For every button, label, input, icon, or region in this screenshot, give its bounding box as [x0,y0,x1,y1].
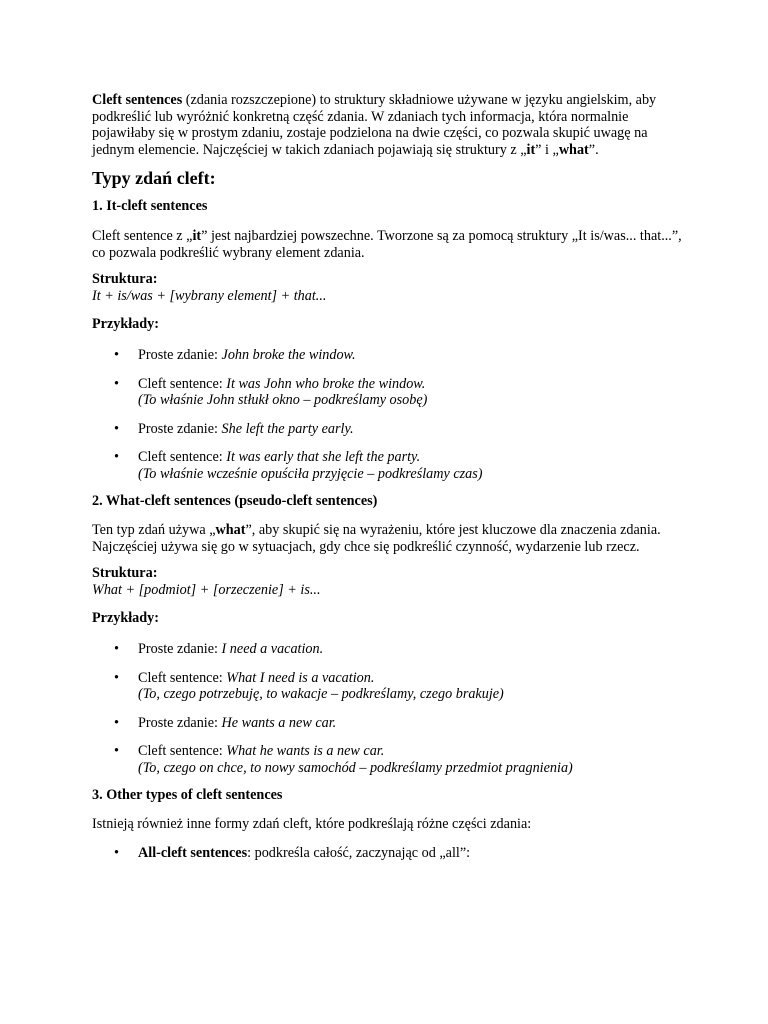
section1-examples-list [92,347,684,483]
section2-examples-label: Przykłady: [92,610,159,627]
example-text: I need a vacation. [221,641,324,658]
list-item [92,641,684,658]
example-note: (To, czego potrzebuję, to wakacje – podkreślamy, czego brakuje) [138,686,504,703]
bullet-icon: • [114,346,119,363]
example-note: (To właśnie John stłukł okno – podkreślamy osobę) [138,392,428,409]
example-text: It was John who broke the window. [226,375,426,392]
section1-structure-label: Struktura: [92,271,158,288]
section2-heading: 2. What-cleft sentences (pseudo-cleft sentences) [92,492,378,509]
example-lead: Proste zdanie: [138,714,222,731]
example-lead: Cleft sentence: [138,669,227,686]
list-item [92,743,684,776]
section3-list [92,845,684,862]
example-lead: Proste zdanie: [138,346,222,363]
list-item [92,670,684,703]
intro-text-1: (zdania rozszczepione) to struktury składniowe używane w języku angielskim, aby podkreślić lub wyróżnić konkretną część zdania. W zdaniach tych informacja, która normalnie pojawiłaby się w prostym zdaniu, zostaje podzielona na dwie części, co pozwala skupić uwagę na jednym elemencie. Najczęściej w takich zdaniach pojawiają się struktury z „ [92,92,657,158]
section1-examples-label: Przykłady: [92,316,159,333]
section1-structure-formula: It + is/was + [wybrany element] + that... [92,287,327,304]
list-item [92,845,684,862]
intro-text-3: ”. [588,141,599,158]
example-note: (To, czego on chce, to nowy samochód – podkreślamy przedmiot pragnienia) [138,760,573,777]
cleft-type-text: : podkreśla całość, zaczynając od „all”: [247,844,471,861]
example-lead: Proste zdanie: [138,641,222,658]
section2-structure-formula: What + [podmiot] + [orzeczenie] + is... [92,581,321,598]
section3-paragraph: Istnieją również inne formy zdań cleft, które podkreślają różne części zdania: [92,816,532,833]
list-item [92,347,684,364]
list-item [92,421,684,438]
example-lead: Cleft sentence: [138,449,227,466]
list-item [92,376,684,409]
intro-paragraph [92,92,684,158]
types-heading: Typy zdań cleft: [92,168,216,189]
section2-text-1: Ten typ zdań używa „ [92,522,216,539]
section2-text-2: ”, aby skupić się na wyrażeniu, które jest kluczowe dla znaczenia zdania. Najczęściej używa się go w sytuacjach, gdy chce się podkreślić czynność, wydarzenie lub rzecz. [92,522,661,555]
list-item [92,449,684,482]
section2-structure-label: Struktura: [92,565,158,582]
bullet-icon: • [114,669,119,686]
intro-keyword-what: what [558,141,589,158]
section2-paragraph [92,522,684,555]
section1-heading: 1. It-cleft sentences [92,198,208,215]
example-lead: Cleft sentence: [138,743,227,760]
example-text: What he wants is a new car. [226,743,385,760]
intro-term: Cleft sentences [92,92,183,108]
bullet-icon: • [114,743,119,760]
section2-examples-list [92,641,684,777]
section1-text-1: Cleft sentence z „ [92,227,193,244]
cleft-type-term: All-cleft sentences [138,844,248,861]
example-lead: Cleft sentence: [138,375,227,392]
bullet-icon: • [114,449,119,466]
section2-structure [92,565,684,598]
example-lead: Proste zdanie: [138,420,222,437]
section1-paragraph [92,228,684,261]
example-text: John broke the window. [221,346,356,363]
list-item [92,715,684,732]
section1-text-2: ” jest najbardziej powszechne. Tworzone są za pomocą struktury „It is/was... that...”, co pozwala podkreślić wybrany element zdania. [92,227,682,261]
document-page [92,92,684,873]
bullet-icon: • [114,844,119,861]
intro-text-2: ” i „ [535,141,559,158]
bullet-icon: • [114,641,119,658]
example-text: She left the party early. [221,420,354,437]
section3-heading: 3. Other types of cleft sentences [92,786,283,803]
intro-keyword-it: it [526,141,536,158]
example-text: It was early that she left the party. [226,449,421,466]
example-text: What I need is a vacation. [226,669,375,686]
bullet-icon: • [114,714,119,731]
bullet-icon: • [114,375,119,392]
example-text: He wants a new car. [221,714,337,731]
bullet-icon: • [114,420,119,437]
section1-structure [92,271,684,304]
example-note: (To właśnie wcześnie opuściła przyjęcie – podkreślamy czas) [138,465,483,482]
section2-keyword: what [215,522,246,539]
section1-keyword: it [192,227,202,244]
